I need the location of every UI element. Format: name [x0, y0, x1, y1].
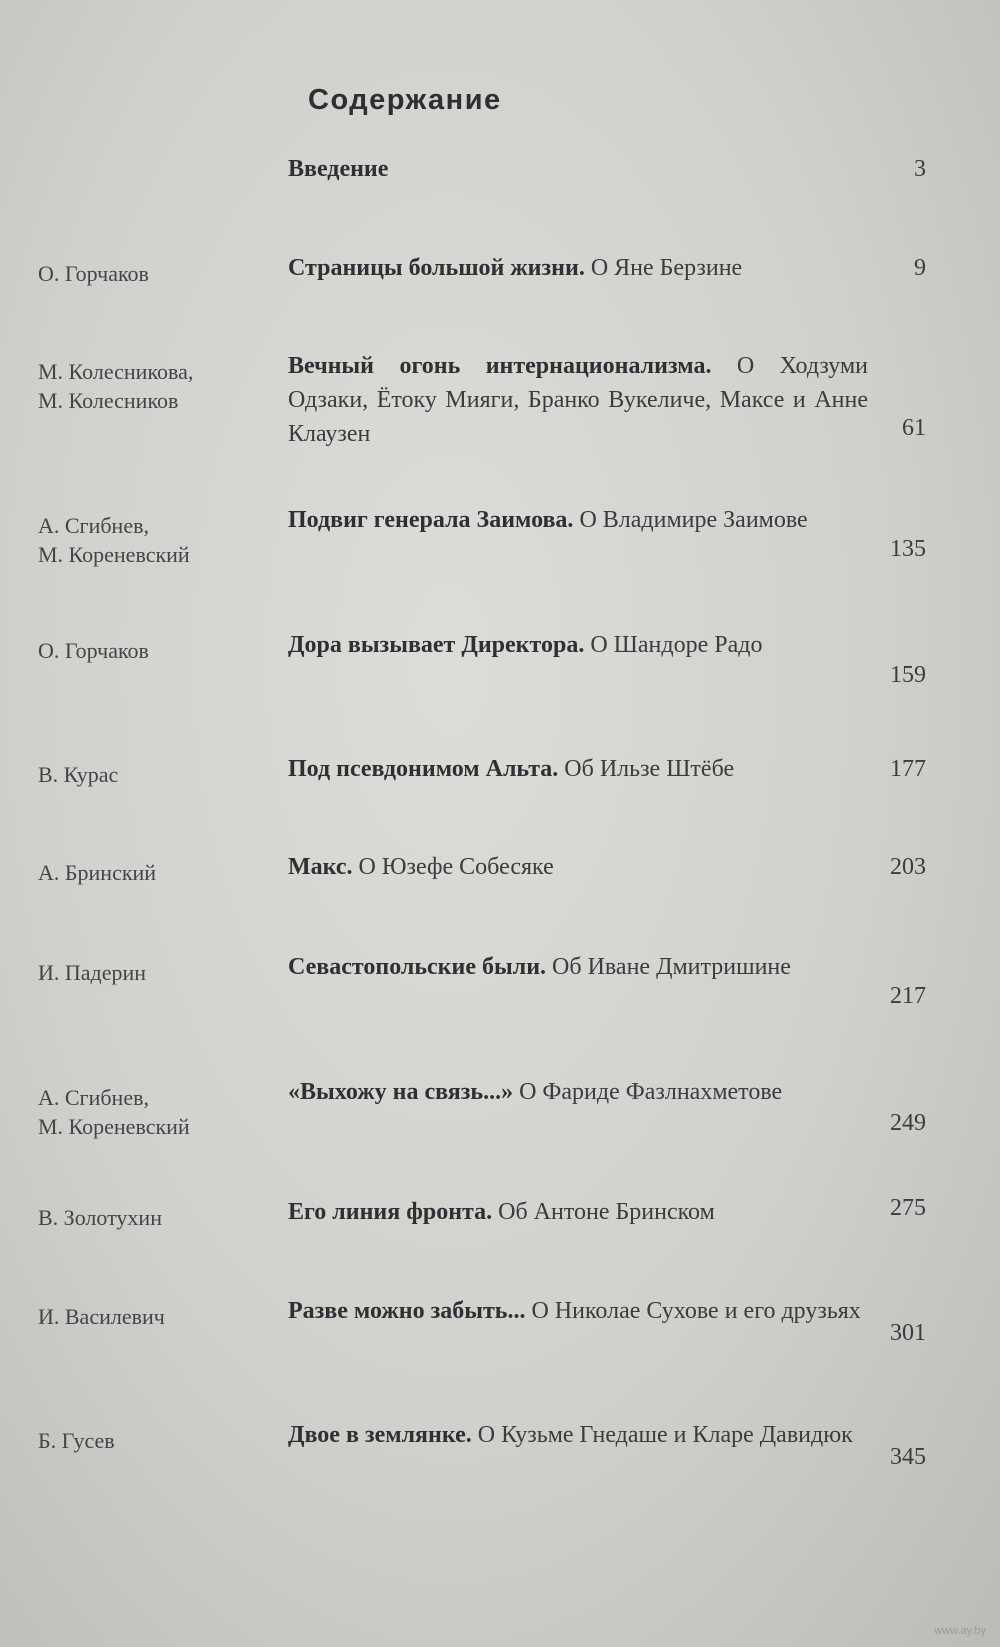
toc-page-number: 159 [890, 662, 926, 688]
toc-author: А. Бринский [38, 860, 157, 885]
toc-title [288, 1195, 868, 1229]
toc-title-bold: Его линия фронта. [288, 1199, 493, 1225]
watermark: www.ay.by [934, 1625, 986, 1637]
toc-title-rest: Об Ильзе Штёбе [564, 756, 735, 782]
page-title: Содержание [308, 84, 502, 116]
toc-title [288, 1418, 868, 1452]
toc-title-bold: Под псевдонимом Альта. [288, 756, 559, 782]
toc-title [288, 1075, 868, 1109]
toc-author: А. Сгибнев, М. Кореневский [38, 513, 190, 567]
toc-author: В. Курас [38, 762, 119, 787]
toc-title-bold: Дора вызывает Директора. [288, 632, 585, 658]
toc-author: И. Василевич [38, 1304, 165, 1329]
toc-author: О. Горчаков [38, 261, 149, 286]
toc-title-bold: Севастопольские были. [288, 954, 547, 980]
toc-title-rest: Об Иване Дмитришине [552, 954, 791, 980]
toc-title-rest: О Яне Берзине [590, 255, 743, 281]
toc-page-number: 301 [890, 1320, 926, 1346]
toc-title [288, 628, 868, 662]
toc-page-number: 61 [902, 415, 926, 441]
toc-title-bold: Разве можно забыть... [288, 1298, 526, 1324]
toc-page-number: 9 [914, 255, 926, 281]
toc-title-rest: Об Антоне Бринском [498, 1199, 715, 1225]
toc-page-number: 217 [890, 983, 926, 1009]
toc-page-number: 177 [890, 756, 926, 782]
toc-page-number: 135 [890, 536, 926, 562]
toc-page-number: 275 [890, 1195, 926, 1221]
toc-title-rest: О Кузьме Гнедаше и Кларе Давидюк [477, 1422, 853, 1448]
toc-title-bold: Подвиг генерала Заимова. [288, 507, 574, 533]
toc-title [288, 349, 868, 451]
toc-page-number: 249 [890, 1110, 926, 1136]
toc-title [288, 752, 868, 786]
toc-title-rest: О Шандоре Радо [590, 632, 763, 658]
toc-title-rest: О Николае Сухове и его друзьях [531, 1298, 861, 1324]
toc-title-rest: О Владимире Заимове [579, 507, 808, 533]
toc-title-bold: Двое в землянке. [288, 1422, 472, 1448]
toc-title-bold: Введение [288, 156, 389, 182]
toc-title-rest: О Ходзуми Одзаки, Ётоку Мияги, Бранко Вукеличе, Максе и Анне Клаузен [288, 353, 869, 447]
toc-title [288, 503, 868, 537]
toc-author: М. Колесникова, М. Колесников [38, 359, 194, 413]
toc-title-bold: Страницы большой жизни. [288, 255, 585, 281]
toc-title-rest: О Юзефе Собесяке [358, 854, 554, 880]
toc-author: В. Золотухин [38, 1205, 162, 1230]
toc-title [288, 1294, 868, 1328]
toc-author: А. Сгибнев, М. Кореневский [38, 1085, 190, 1139]
toc-title [288, 152, 868, 186]
toc-title-rest: О Фариде Фазлнахметове [519, 1079, 783, 1105]
toc-page-number: 3 [914, 156, 926, 182]
toc-author: Б. Гусев [38, 1428, 115, 1453]
toc-title [288, 251, 868, 285]
toc-title-bold: Вечный огонь интернационализма. [288, 353, 712, 379]
toc-page-number: 345 [890, 1444, 926, 1470]
toc-author: И. Падерин [38, 960, 147, 985]
toc-author: О. Горчаков [38, 638, 149, 663]
toc-page-number: 203 [890, 854, 926, 880]
toc-title [288, 950, 868, 984]
toc-title-bold: «Выхожу на связь...» [288, 1079, 514, 1105]
toc-title-bold: Макс. [288, 854, 353, 880]
toc-title [288, 850, 868, 884]
